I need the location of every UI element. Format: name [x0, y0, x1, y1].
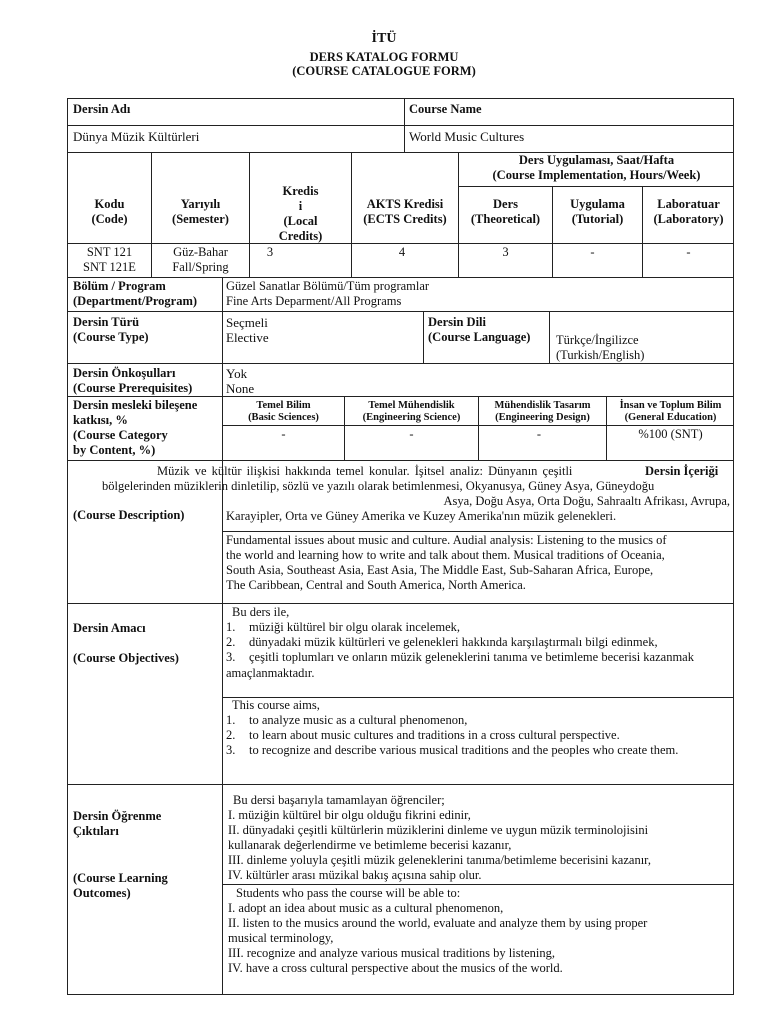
course-name-tr: Dünya Müzik Kültürleri: [73, 129, 200, 144]
general-education-value: %100 (SNT): [638, 427, 703, 441]
implementation-header: Ders Uygulaması, Saat/Hafta (Course Implementation, Hours/Week): [492, 153, 701, 182]
prerequisites-label: Dersin Önkoşulları (Course Prerequisites): [73, 366, 193, 395]
description-tr-line-3: Asya, Doğu Asya, Orta Doğu, Sahraaltı Afrikası, Avrupa,: [443, 494, 730, 508]
objectives-en: This course aims, 1. to analyze music as a cultural phenomenon, 2. to learn about music cultures and traditions in a cross cultural perspective. 3. to recognize and describe various musical traditions and the peoples who create them.: [226, 698, 679, 757]
course-name-en: World Music Cultures: [409, 129, 525, 144]
credits-value: 3: [266, 245, 274, 259]
objectives-tr: Bu ders ile, 1. müziği kültürel bir olgu olarak incelemek, 2. dünyadaki müzik kültürleri ve gelenekleri hakkında karşılaştırmalı bilgi edinmek, 3. çeşitli toplumları ve onların müzik geleneklerini tanıma ve betimleme becerisi kazanmak amaçlanmaktadır.: [226, 605, 694, 680]
engineering-science-value: -: [409, 427, 414, 441]
course-name-label-en: Course Name: [409, 102, 482, 116]
course-name-label-tr: Dersin Adı: [73, 102, 131, 116]
credits-header: Kredis i (Local Credits): [278, 184, 323, 243]
description-tr-line-4: Karayipler, Orta ve Güney Amerika ve Kuzey Amerika'nın müzik gelenekleri.: [226, 509, 617, 523]
outcomes-tr: Bu dersi başarıyla tamamlayan öğrenciler; I. müziğin kültürel bir olgu olduğu fikrini edinir, II. dünyadaki çeşitli kültürlerin müziklerini dinleme ve uygun müzik terminolojisini kullanarak değerlendirme ve betimleme becerisi kazanır, III. dinleme yoluyla çeşitli müzik geleneklerini tanıma/betimleme becerisini kazanır, IV. kültürler arası müzikal bakış açısına sahip olur.: [228, 793, 651, 882]
objectives-label-tr: Dersin Amacı: [73, 621, 146, 635]
prerequisites-value: Yok None: [226, 366, 255, 396]
basic-sciences-value: -: [281, 427, 286, 441]
description-tr-line-1: Müzik ve kültür ilişkisi hakkında temel konular. İşitsel analiz: Dünyanın çeşitli: [157, 464, 573, 478]
laboratory-value: -: [686, 245, 691, 259]
course-type-label: Dersin Türü (Course Type): [73, 315, 149, 344]
semester-header: Yarıyılı (Semester): [172, 197, 229, 226]
description-label-en: (Course Description): [73, 508, 185, 522]
outcomes-en: Students who pass the course will be able to: I. adopt an idea about music as a cultural phenomenon, II. listen to the musics around the world, evaluate and analyze them by using proper musical terminology, III. recognize and analyze various musical traditions by listening, IV. have a cross cultural perspective about the musics of the world.: [228, 886, 648, 975]
basic-sciences-header: Temel Bilim (Basic Sciences): [248, 400, 319, 423]
outcomes-label-en: (Course Learning Outcomes): [73, 871, 168, 900]
description-label-tr: Dersin İçeriği: [645, 464, 719, 478]
course-language-value: Türkçe/İngilizce (Turkish/English): [556, 333, 645, 362]
laboratory-header: Laboratuar (Laboratory): [653, 197, 724, 226]
ects-value: 4: [398, 245, 406, 259]
org-title: İTÜ: [371, 31, 397, 46]
course-type-value: Seçmeli Elective: [226, 315, 269, 345]
course-code-value: SNT 121 SNT 121E: [83, 245, 136, 274]
tutorial-value: -: [590, 245, 595, 259]
description-tr-line-2: bölgelerinden müziklerin dinletilip, sözlü ve yazılı olarak betimlenmesi, Okyanusya, Güney Asya, Güneydoğu: [102, 479, 655, 493]
course-language-label: Dersin Dili (Course Language): [428, 315, 531, 344]
engineering-design-value: -: [536, 427, 542, 441]
department-value: Güzel Sanatlar Bölümü/Tüm programlar Fine Arts Deparment/All Programs: [226, 279, 430, 308]
objectives-label-en: (Course Objectives): [73, 651, 179, 665]
department-label: Bölüm / Program (Department/Program): [73, 279, 198, 308]
code-header: Kodu (Code): [91, 197, 128, 226]
theoretical-value: 3: [502, 245, 509, 259]
description-en: Fundamental issues about music and culture. Audial analysis: Listening to the musics of the world and learning how to write and talk about them. Musical traditions of Oceania, South Asia, Southeast Asia, East Asia, The Middle East, Sub-Saharan Africa, Europe, The Caribbean, Central and South America, North America.: [226, 533, 667, 592]
general-education-header: İnsan ve Toplum Bilim (General Education): [619, 400, 722, 423]
engineering-design-header: Mühendislik Tasarım (Engineering Design): [494, 400, 591, 423]
semester-value: Güz-Bahar Fall/Spring: [172, 245, 229, 274]
outcomes-label-tr: Dersin Öğrenme Çıktıları: [73, 809, 162, 838]
tutorial-header: Uygulama (Tutorial): [570, 197, 625, 226]
form-title-tr: DERS KATALOG FORMU: [309, 50, 459, 64]
engineering-science-header: Temel Mühendislik (Engineering Science): [362, 400, 461, 423]
form-title-en: (COURSE CATALOGUE FORM): [292, 64, 476, 78]
course-category-label: Dersin mesleki bileşene katkısı, % (Course Category by Content, %): [73, 398, 198, 457]
ects-header: AKTS Kredisi (ECTS Credits): [363, 197, 447, 226]
theoretical-header: Ders (Theoretical): [470, 197, 541, 226]
